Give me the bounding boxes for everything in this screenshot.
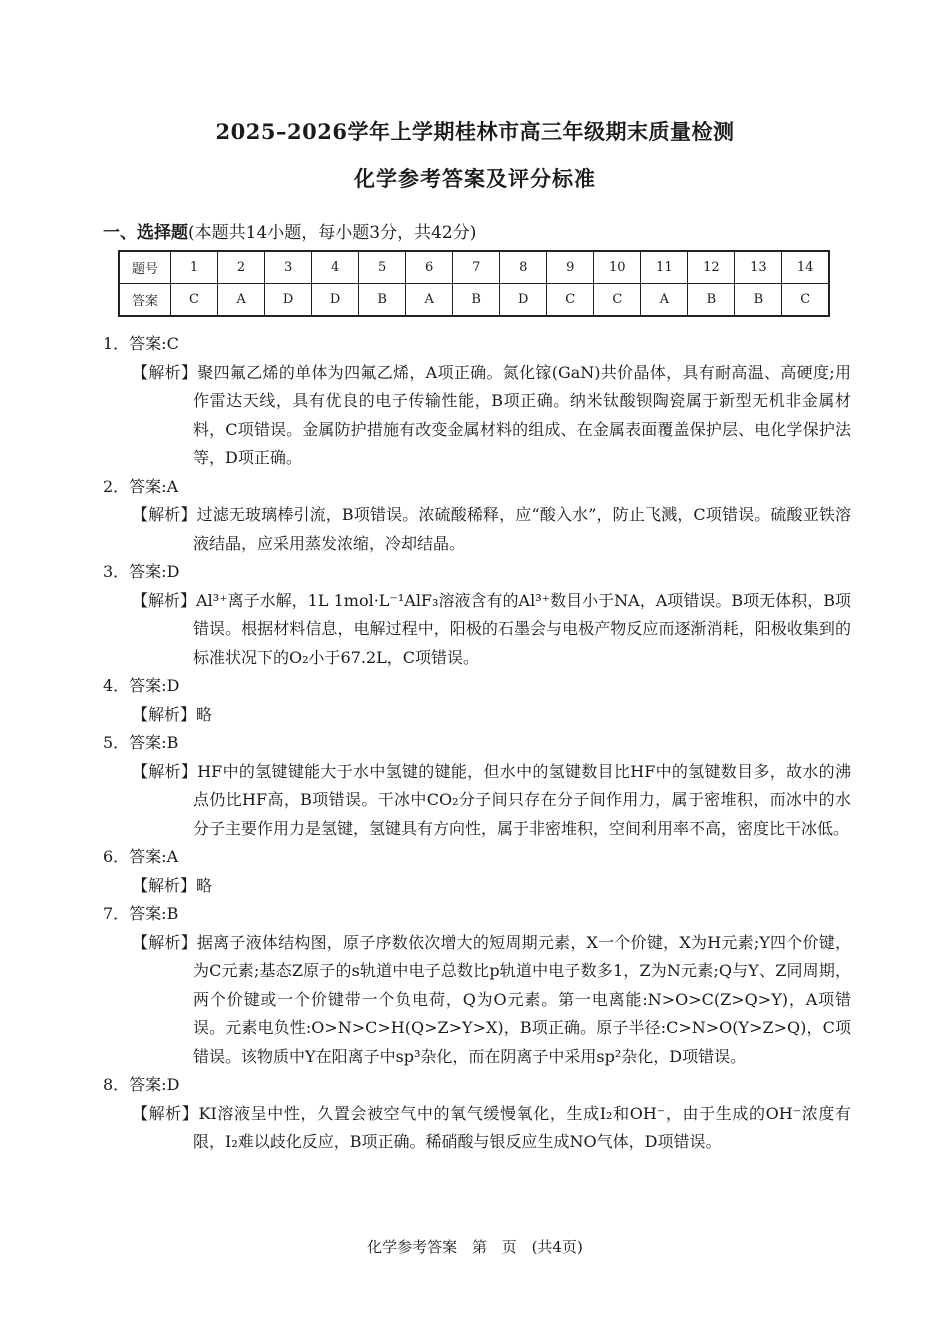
answer-line: 2．答案:A bbox=[103, 476, 179, 496]
explanation-text: 【解析】略 bbox=[132, 875, 213, 895]
answer-cell: B bbox=[688, 284, 735, 317]
question-number-cell: 3 bbox=[265, 251, 312, 284]
answer-cell: A bbox=[641, 284, 688, 317]
answer-cell: D bbox=[265, 284, 312, 317]
answer-table bbox=[118, 250, 830, 317]
question-number-cell: 9 bbox=[547, 251, 594, 284]
answer-line: 3．答案:D bbox=[103, 562, 180, 581]
question-number-cell: 6 bbox=[406, 251, 453, 284]
section-heading bbox=[103, 218, 476, 243]
answer-table-row-label: 题号 bbox=[119, 251, 171, 284]
answer-line: 4．答案:D bbox=[103, 676, 180, 695]
page-title: 2025–2026学年上学期桂林市高三年级期末质量检测 bbox=[215, 119, 735, 144]
question-number-cell: 10 bbox=[594, 251, 641, 284]
answer-cell: B bbox=[453, 284, 500, 317]
explanation-text: 【解析】略 bbox=[132, 704, 213, 724]
answer-cell: D bbox=[500, 284, 547, 317]
answer-cell: D bbox=[312, 284, 359, 317]
explanations bbox=[103, 330, 851, 1157]
question-number-cell: 13 bbox=[735, 251, 782, 284]
footer-page-b: 页 bbox=[501, 1238, 517, 1256]
explanation-text: 【解析】Al³⁺离子水解，1L 1mol·L⁻¹AlF₃溶液含有的Al³⁺数目小于NA，A项错误。B项无体积，B项错误。根据材料信息，电解过程中，阳极的石墨会与电极产物反应而逐渐消耗，阳极收集到的标准状况下的O₂小于67.2L，C项错误。 bbox=[132, 590, 851, 667]
question-number-cell: 5 bbox=[359, 251, 406, 284]
answer-cell: B bbox=[359, 284, 406, 317]
footer-total: (共4页) bbox=[531, 1238, 583, 1256]
answer-cell: B bbox=[735, 284, 782, 317]
question-number-cell: 4 bbox=[312, 251, 359, 284]
answer-cell: A bbox=[406, 284, 453, 317]
page-footer bbox=[0, 1236, 950, 1257]
question-number-cell: 1 bbox=[171, 251, 218, 284]
question-number-cell: 7 bbox=[453, 251, 500, 284]
answer-cell: C bbox=[594, 284, 641, 317]
answer-table-row-label: 答案 bbox=[119, 284, 171, 317]
question-number-cell: 11 bbox=[641, 251, 688, 284]
answer-line: 8．答案:D bbox=[103, 1075, 180, 1094]
question-number-cell: 8 bbox=[500, 251, 547, 284]
answer-line: 5．答案:B bbox=[103, 733, 179, 752]
explanation-text: 【解析】HF中的氢键键能大于水中氢键的键能，但水中的氢键数目比HF中的氢键数目多，故水的沸点仍比HF高，B项错误。干冰中CO₂分子间只存在分子间作用力，属于密堆积，而冰中的水分子主要作用力是氢键，氢键具有方向性，属于非密堆积，空间利用率不高，密度比干冰低。 bbox=[132, 761, 851, 838]
explanation-text: 【解析】聚四氟乙烯的单体为四氟乙烯，A项正确。氮化镓(GaN)共价晶体，具有耐高温、高硬度;用作雷达天线，具有优良的电子传输性能，B项正确。纳米钛酸钡陶瓷属于新型无机非金属材料，C项错误。金属防护措施有改变金属材料的组成、在金属表面覆盖保护层、电化学保护法等，D项正确。 bbox=[132, 362, 851, 467]
section-heading-note: (本题共14小题，每小题3分，共42分) bbox=[188, 223, 477, 243]
explanation-text: 【解析】据离子液体结构图，原子序数依次增大的短周期元素，X一个价键，X为H元素;Y四个价键，为C元素;基态Z原子的s轨道中电子总数比p轨道中电子数多1，Z为N元素;Q与Y、Z同周期，两个价键或一个价键带一个负电荷，Q为O元素。第一电离能:N>O>C(Z>Q>Y)，A项错误。元素电负性:O>N>C>H(Q>Z>Y>X)，B项正确。原子半径:C>N>O(Y>Z>Q)，C项错误。该物质中Y在阳离子中sp³杂化，而在阴离子中采用sp²杂化，D项错误。 bbox=[132, 932, 851, 1066]
answer-line: 1．答案:C bbox=[103, 334, 179, 353]
answer-cell: C bbox=[171, 284, 218, 317]
answer-table-number-row bbox=[119, 251, 829, 284]
section-heading-label: 一、选择题 bbox=[103, 223, 188, 243]
explanation-text: 【解析】过滤无玻璃棒引流，B项错误。浓硫酸稀释，应“酸入水”，防止飞溅，C项错误。硫酸亚铁溶液结晶，应采用蒸发浓缩，冷却结晶。 bbox=[132, 505, 851, 553]
answer-line: 7．答案:B bbox=[103, 904, 179, 923]
answer-cell: C bbox=[547, 284, 594, 317]
question-number-cell: 2 bbox=[218, 251, 265, 284]
question-number-cell: 12 bbox=[688, 251, 735, 284]
answer-cell: C bbox=[782, 284, 829, 317]
answer-cell: A bbox=[218, 284, 265, 317]
answer-table-answer-row bbox=[119, 284, 829, 317]
footer-page-a: 第 bbox=[471, 1238, 487, 1256]
page-subtitle: 化学参考答案及评分标准 bbox=[354, 166, 596, 191]
footer-label: 化学参考答案 bbox=[367, 1238, 458, 1256]
answer-line: 6．答案:A bbox=[103, 847, 179, 866]
question-number-cell: 14 bbox=[782, 251, 829, 284]
explanation-text: 【解析】KI溶液呈中性，久置会被空气中的氧气缓慢氧化，生成I₂和OH⁻，由于生成的OH⁻浓度有限，I₂难以歧化反应，B项正确。稀硝酸与银反应生成NO气体，D项错误。 bbox=[132, 1103, 851, 1151]
